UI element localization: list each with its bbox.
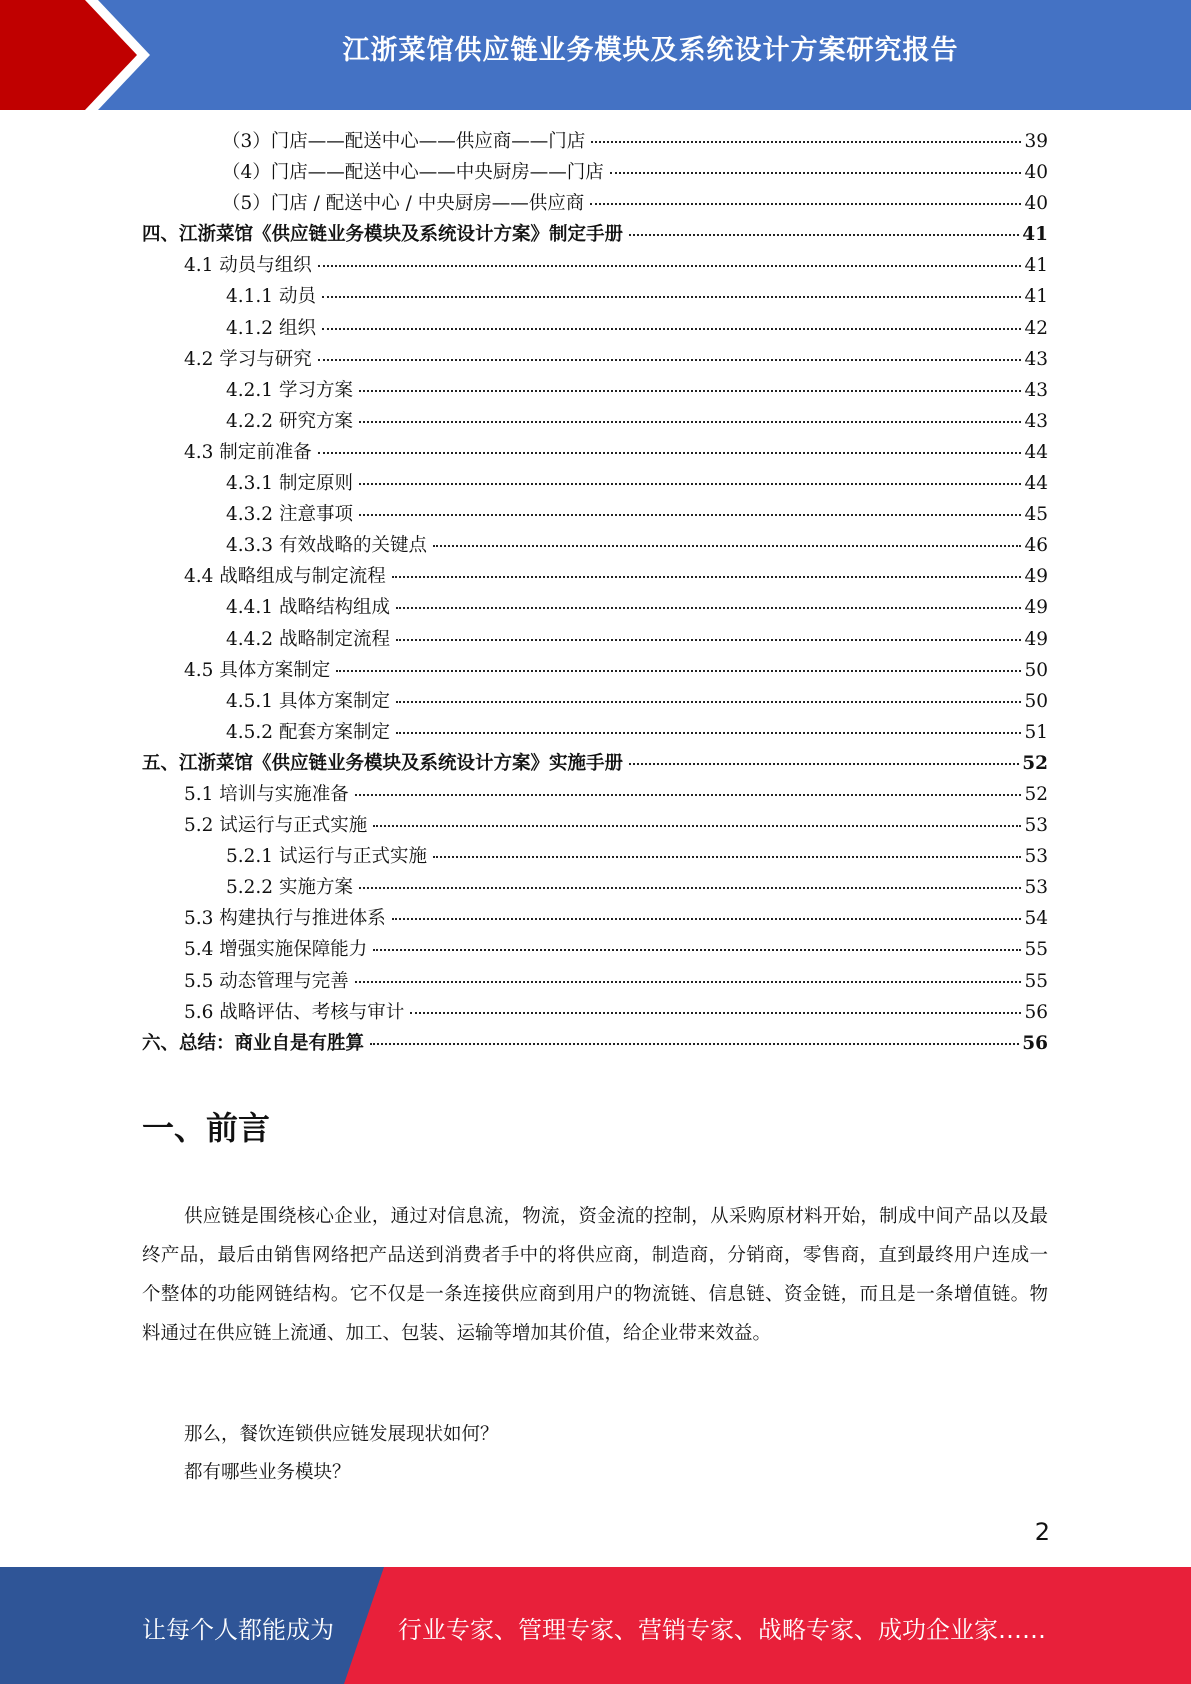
toc-entry-label: （4）门店——配送中心——中央厨房——门店 xyxy=(222,162,604,184)
toc-dot-leader xyxy=(359,887,1022,889)
toc-entry-page: 42 xyxy=(1024,317,1048,339)
toc-entry[interactable] xyxy=(142,127,1048,158)
toc-entry-label: 4.1 动员与组织 xyxy=(184,255,312,277)
toc-entry-label: 4.2.1 学习方案 xyxy=(226,379,353,401)
toc-dot-leader xyxy=(396,639,1021,641)
toc-entry[interactable] xyxy=(142,469,1048,500)
toc-entry-label: 4.3.3 有效战略的关键点 xyxy=(226,535,427,557)
toc-dot-leader xyxy=(396,701,1021,703)
toc-entry-page: 56 xyxy=(1024,1001,1048,1023)
toc-dot-leader xyxy=(359,390,1022,392)
toc-entry[interactable] xyxy=(142,500,1048,531)
toc-entry-page: 53 xyxy=(1024,846,1048,868)
toc-entry[interactable] xyxy=(142,189,1048,220)
toc-entry-page: 50 xyxy=(1024,690,1048,712)
toc-entry-label: 4.3.1 制定原则 xyxy=(226,473,353,495)
toc-entry[interactable] xyxy=(142,314,1048,345)
toc-entry-label: 4.3.2 注意事项 xyxy=(226,504,353,526)
toc-dot-leader xyxy=(590,203,1021,205)
toc-entry[interactable] xyxy=(142,967,1048,998)
toc-dot-leader xyxy=(629,763,1019,765)
toc-entry[interactable] xyxy=(142,158,1048,189)
body-paragraph: 供应链是围绕核心企业，通过对信息流，物流，资金流的控制，从采购原材料开始，制成中间产品以及最终产品，最后由销售网络把产品送到消费者手中的将供应商，制造商，分销商，零售商，直到最终用户连成一个整体的功能网链结构。它不仅是一条连接供应商到用户的物流链、信息链、资金链，而且是一条增值链。物料通过在供应链上流通、加工、包装、运输等增加其价值，给企业带来效益。 xyxy=(142,1206,1048,1344)
toc-entry-page: 43 xyxy=(1024,348,1048,370)
toc-entry-label: 5.2.1 试运行与正式实施 xyxy=(226,846,427,868)
toc-entry[interactable] xyxy=(142,1029,1048,1060)
toc-entry-label: 5.4 增强实施保障能力 xyxy=(184,939,368,961)
toc-entry-label: 四、江浙菜馆《供应链业务模块及系统设计方案》制定手册 xyxy=(142,224,624,246)
toc-dot-leader xyxy=(318,359,1022,361)
toc-entry[interactable] xyxy=(142,842,1048,873)
toc-dot-leader xyxy=(322,328,1022,330)
toc-entry-page: 54 xyxy=(1024,908,1048,930)
toc-dot-leader xyxy=(336,670,1021,672)
toc-entry-page: 53 xyxy=(1024,877,1048,899)
header-arrow-decoration xyxy=(0,0,160,110)
toc-entry-page: 56 xyxy=(1022,1032,1048,1054)
toc-entry-label: 5.1 培训与实施准备 xyxy=(184,783,349,805)
toc-entry[interactable] xyxy=(142,935,1048,966)
toc-entry-page: 55 xyxy=(1024,970,1048,992)
toc-entry-page: 51 xyxy=(1024,721,1048,743)
page-number: 2 xyxy=(1034,1518,1050,1546)
toc-dot-leader xyxy=(433,856,1021,858)
toc-entry[interactable] xyxy=(142,282,1048,313)
toc-entry[interactable] xyxy=(142,438,1048,469)
toc-entry-label: （5）门店 / 配送中心 / 中央厨房——供应商 xyxy=(222,193,585,215)
toc-dot-leader xyxy=(373,825,1021,827)
toc-entry-page: 44 xyxy=(1024,473,1048,495)
footer-slogan-left: 让每个人都能成为 xyxy=(142,1616,334,1644)
toc-dot-leader xyxy=(322,296,1022,298)
toc-entry[interactable] xyxy=(142,873,1048,904)
table-of-contents xyxy=(142,127,1048,1060)
toc-entry[interactable] xyxy=(142,376,1048,407)
toc-entry[interactable] xyxy=(142,625,1048,656)
toc-dot-leader xyxy=(396,732,1021,734)
toc-entry-page: 55 xyxy=(1024,939,1048,961)
toc-entry-page: 41 xyxy=(1024,286,1048,308)
toc-entry[interactable] xyxy=(142,904,1048,935)
toc-entry-page: 41 xyxy=(1022,224,1048,246)
toc-entry-page: 40 xyxy=(1024,193,1048,215)
toc-entry-label: 4.2.2 研究方案 xyxy=(226,410,353,432)
toc-entry-label: 4.5 具体方案制定 xyxy=(184,659,331,681)
toc-entry-label: 4.2 学习与研究 xyxy=(184,348,312,370)
toc-dot-leader xyxy=(359,483,1022,485)
toc-entry[interactable] xyxy=(142,780,1048,811)
toc-entry-page: 49 xyxy=(1024,597,1048,619)
toc-entry[interactable] xyxy=(142,220,1048,251)
toc-entry-page: 46 xyxy=(1024,535,1048,557)
toc-entry-page: 53 xyxy=(1024,815,1048,837)
toc-entry[interactable] xyxy=(142,656,1048,687)
toc-entry-label: 5.6 战略评估、考核与审计 xyxy=(184,1001,405,1023)
toc-entry[interactable] xyxy=(142,593,1048,624)
toc-entry[interactable] xyxy=(142,718,1048,749)
toc-entry-label: 五、江浙菜馆《供应链业务模块及系统设计方案》实施手册 xyxy=(142,752,624,774)
toc-entry[interactable] xyxy=(142,687,1048,718)
toc-entry[interactable] xyxy=(142,811,1048,842)
toc-entry-label: 六、总结：商业自是有胜算 xyxy=(142,1032,365,1054)
toc-entry-label: （3）门店——配送中心——供应商——门店 xyxy=(222,131,586,152)
toc-entry-label: 4.4.2 战略制定流程 xyxy=(226,628,390,650)
toc-entry[interactable] xyxy=(142,749,1048,780)
toc-dot-leader xyxy=(591,141,1021,143)
toc-entry-page: 44 xyxy=(1024,441,1048,463)
toc-dot-leader xyxy=(392,576,1022,578)
toc-entry-page: 43 xyxy=(1024,410,1048,432)
footer-slogan-right: 行业专家、管理专家、营销专家、战略专家、成功企业家…… xyxy=(398,1616,1046,1644)
document-title: 江浙菜馆供应链业务模块及系统设计方案研究报告 xyxy=(342,35,959,66)
toc-entry-label: 5.2.2 实施方案 xyxy=(226,877,353,899)
toc-entry-label: 5.2 试运行与正式实施 xyxy=(184,815,368,837)
toc-dot-leader xyxy=(629,234,1019,236)
toc-entry-page: 40 xyxy=(1024,162,1048,184)
toc-entry[interactable] xyxy=(142,251,1048,282)
toc-entry[interactable] xyxy=(142,531,1048,562)
toc-dot-leader xyxy=(433,545,1021,547)
toc-entry-page: 43 xyxy=(1024,379,1048,401)
toc-entry-label: 4.1.2 组织 xyxy=(226,317,316,339)
toc-entry-page: 52 xyxy=(1022,752,1048,774)
toc-entry-page: 49 xyxy=(1024,566,1048,588)
toc-entry-page: 45 xyxy=(1024,504,1048,526)
toc-entry-page: 39 xyxy=(1024,131,1048,152)
toc-entry-page: 41 xyxy=(1024,255,1048,277)
toc-dot-leader xyxy=(410,1012,1021,1014)
toc-entry-label: 4.1.1 动员 xyxy=(226,286,316,308)
toc-entry-label: 4.4.1 战略结构组成 xyxy=(226,597,390,619)
toc-entry[interactable] xyxy=(142,407,1048,438)
toc-dot-leader xyxy=(610,172,1022,174)
toc-dot-leader xyxy=(318,265,1022,267)
toc-dot-leader xyxy=(355,981,1022,983)
toc-entry-page: 52 xyxy=(1024,783,1048,805)
toc-dot-leader xyxy=(359,514,1022,516)
toc-dot-leader xyxy=(392,918,1022,920)
toc-entry-label: 4.4 战略组成与制定流程 xyxy=(184,566,386,588)
question-line: 那么，餐饮连锁供应链发展现状如何？ xyxy=(184,1424,499,1445)
toc-entry-label: 4.5.2 配套方案制定 xyxy=(226,721,390,743)
toc-entry-label: 4.5.1 具体方案制定 xyxy=(226,690,390,712)
toc-entry[interactable] xyxy=(142,345,1048,376)
toc-entry-page: 49 xyxy=(1024,628,1048,650)
toc-entry-label: 4.3 制定前准备 xyxy=(184,441,312,463)
question-line: 都有哪些业务模块？ xyxy=(184,1462,351,1483)
toc-dot-leader xyxy=(359,421,1022,423)
toc-dot-leader xyxy=(355,794,1022,796)
section-heading: 一、前言 xyxy=(142,1109,271,1147)
toc-dot-leader xyxy=(318,452,1022,454)
toc-entry-label: 5.5 动态管理与完善 xyxy=(184,970,349,992)
toc-entry-page: 50 xyxy=(1024,659,1048,681)
toc-dot-leader xyxy=(396,607,1021,609)
toc-dot-leader xyxy=(373,949,1021,951)
toc-entry[interactable] xyxy=(142,998,1048,1029)
toc-entry-label: 5.3 构建执行与推进体系 xyxy=(184,908,386,930)
toc-dot-leader xyxy=(370,1043,1019,1045)
toc-entry[interactable] xyxy=(142,562,1048,593)
